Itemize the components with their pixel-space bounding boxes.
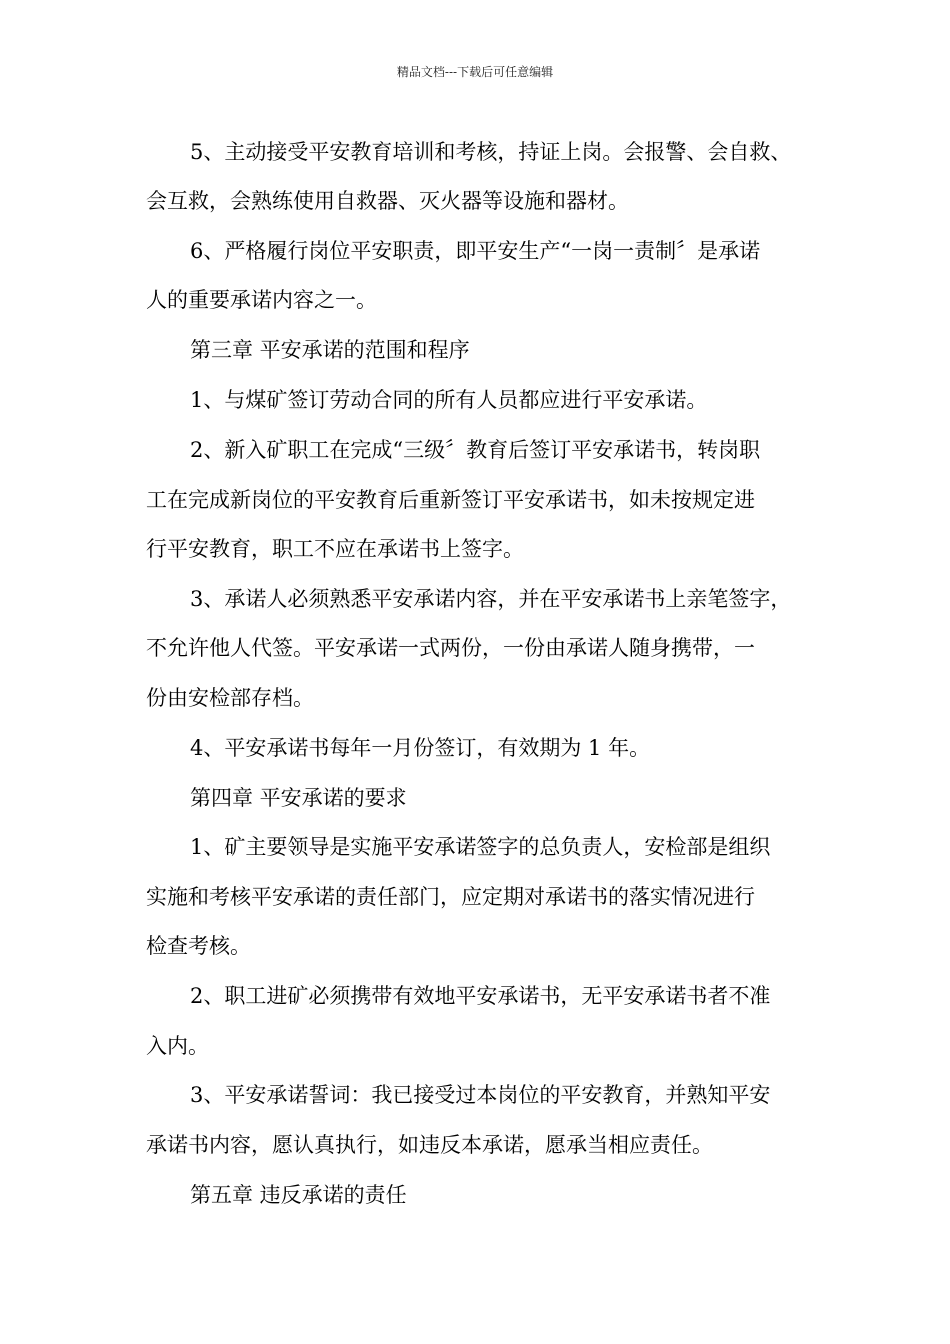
- paragraph-line: 4、平安承诺书每年一月份签订，有效期为 1 年。: [190, 736, 651, 760]
- paragraph-line: 实施和考核平安承诺的责任部门，应定期对承诺书的落实情况进行: [146, 885, 755, 909]
- chapter-heading: 第四章 平安承诺的要求: [190, 786, 407, 810]
- paragraph-line: 2、新入矿职工在完成“三级〞教育后签订平安承诺书，转岗职: [190, 438, 761, 462]
- paragraph-line: 不允许他人代签。平安承诺一式两份，一份由承诺人随身携带，一: [146, 636, 755, 660]
- paragraph-line: 6、严格履行岗位平安职责，即平安生产“一岗一责制〞是承诺: [190, 239, 761, 263]
- chapter-heading: 第五章 违反承诺的责任: [190, 1183, 407, 1207]
- paragraph-line: 会互救，会熟练使用自救器、灭火器等设施和器材。: [146, 189, 629, 213]
- paragraph-line: 检查考核。: [146, 934, 251, 958]
- page-header: 精品文档---下载后可任意编辑: [396, 65, 554, 79]
- paragraph-line: 5、主动接受平安教育培训和考核，持证上岗。会报警、会自救、: [190, 140, 792, 164]
- paragraph-line: 人的重要承诺内容之一。: [146, 288, 377, 312]
- paragraph-line: 份由安检部存档。: [146, 686, 314, 710]
- paragraph-line: 承诺书内容，愿认真执行，如违反本承诺，愿承当相应责任。: [146, 1133, 713, 1157]
- paragraph-line: 3、承诺人必须熟悉平安承诺内容，并在平安承诺书上亲笔签字，: [190, 587, 792, 611]
- paragraph-line: 1、矿主要领导是实施平安承诺签字的总负责人，安检部是组织: [190, 835, 771, 859]
- chapter-heading: 第三章 平安承诺的范围和程序: [190, 338, 470, 362]
- paragraph-line: 1、与煤矿签订劳动合同的所有人员都应进行平安承诺。: [190, 388, 708, 412]
- paragraph-line: 入内。: [146, 1034, 209, 1058]
- paragraph-line: 3、平安承诺誓词：我已接受过本岗位的平安教育，并熟知平安: [190, 1083, 771, 1107]
- paragraph-line: 2、职工进矿必须携带有效地平安承诺书，无平安承诺书者不准: [190, 984, 771, 1008]
- paragraph-line: 工在完成新岗位的平安教育后重新签订平安承诺书，如未按规定进: [146, 488, 755, 512]
- paragraph-line: 行平安教育，职工不应在承诺书上签字。: [146, 537, 524, 561]
